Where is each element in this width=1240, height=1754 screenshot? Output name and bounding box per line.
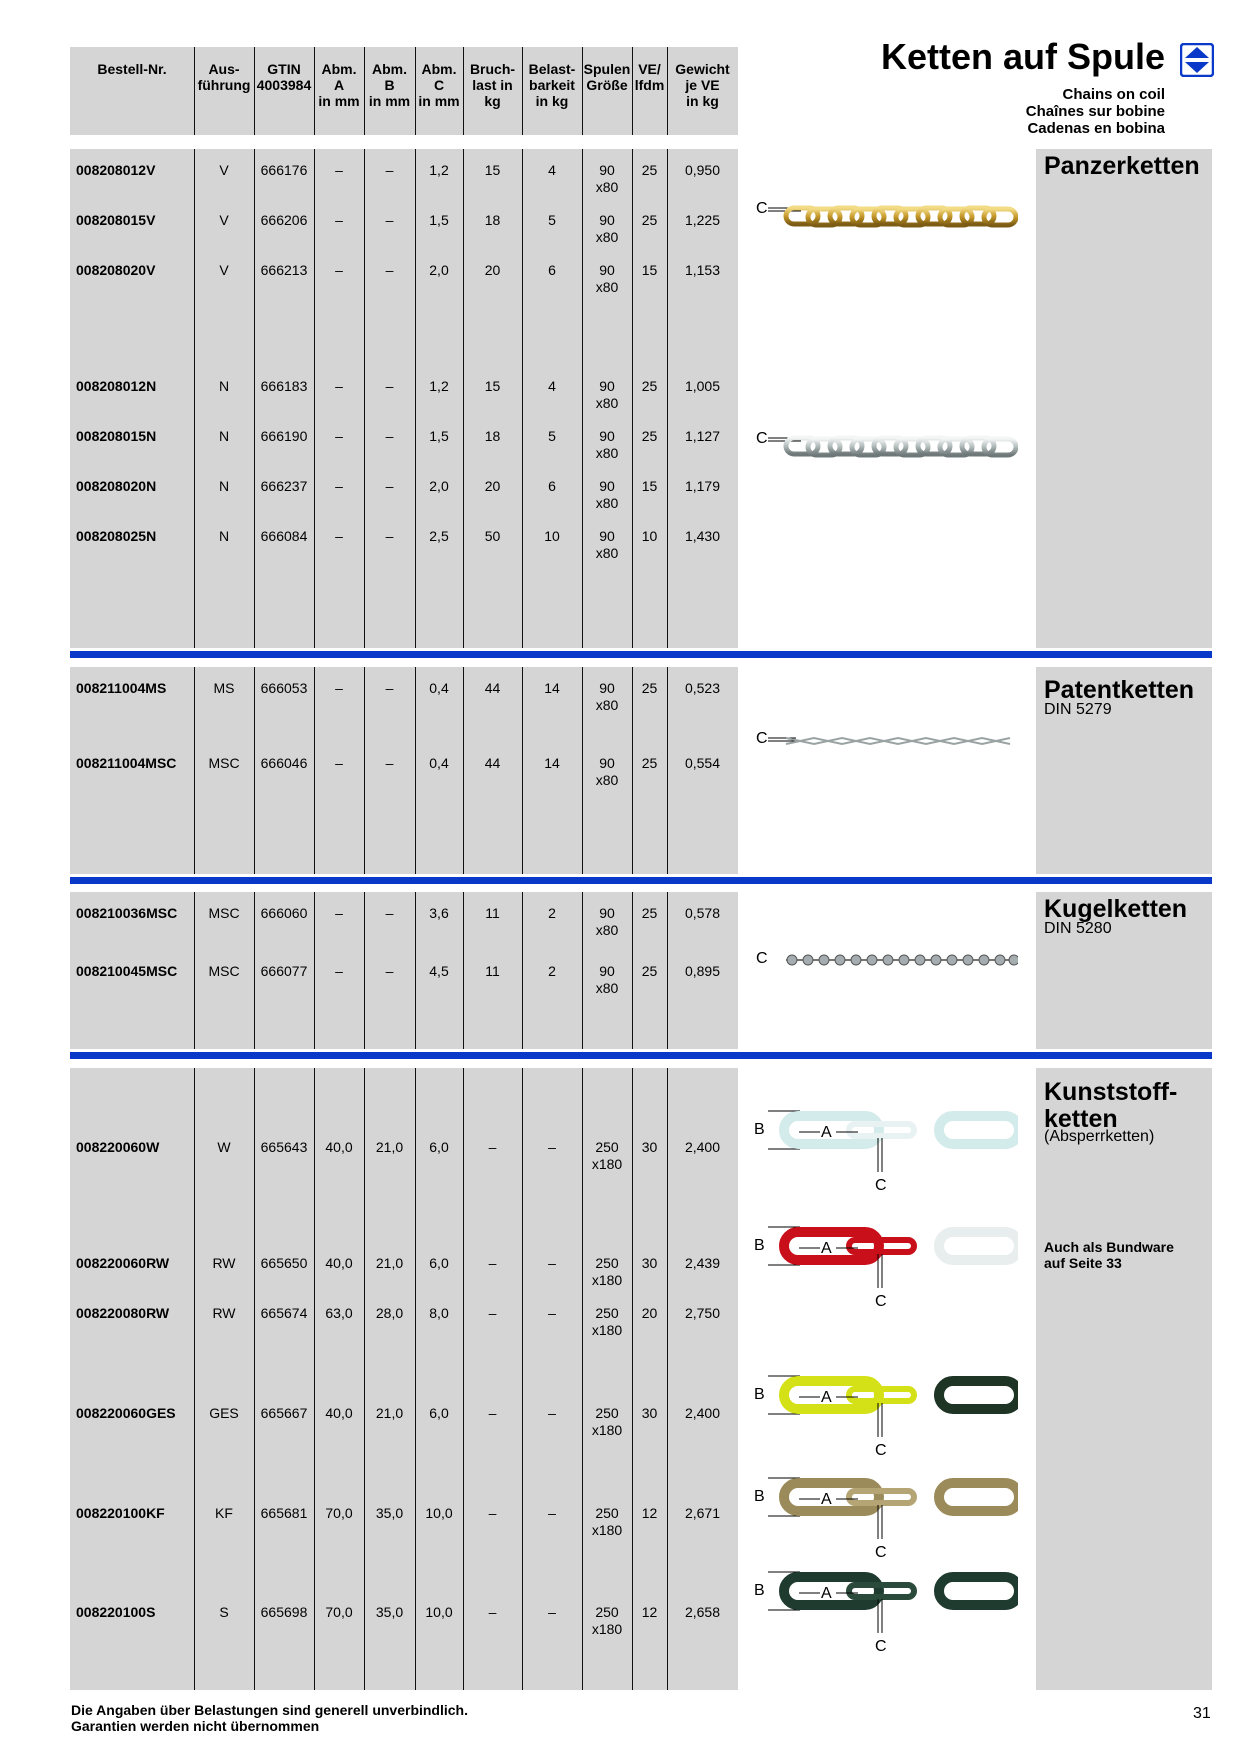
dim-label-a: A	[821, 1389, 832, 1406]
cell-spule: 250 x180	[591, 1139, 623, 1172]
cell-c: 6,0	[429, 1255, 449, 1271]
cell-aus: N	[218, 428, 230, 444]
cell-bruch: 15	[484, 378, 501, 394]
cell-gtin: 666190	[260, 428, 308, 444]
cell-belast: 6	[548, 262, 556, 278]
section-title-kugel: Kugelketten	[1044, 895, 1188, 923]
cell-c: 2,0	[429, 262, 449, 278]
col-header-abm-b: Abm. B in mm	[368, 61, 411, 109]
cell-aus: RW	[212, 1255, 236, 1271]
cell-spule: 250 x180	[591, 1505, 623, 1538]
cell-bruch: –	[488, 1305, 497, 1321]
dim-label-c: C	[875, 1638, 887, 1653]
cell-c: 6,0	[429, 1405, 449, 1421]
cell-belast: 6	[548, 478, 556, 494]
col-header-spulengroesse: Spulen Größe	[583, 61, 631, 93]
column-divider	[314, 1068, 315, 1690]
column-divider	[364, 1068, 365, 1690]
dim-label-b: B	[754, 1582, 765, 1599]
cell-bruch: 44	[484, 680, 501, 696]
column-divider	[415, 47, 416, 135]
cell-aus: KF	[215, 1505, 233, 1521]
column-divider	[194, 47, 195, 135]
cell-bruch: –	[488, 1604, 497, 1620]
cell-belast: –	[548, 1505, 556, 1521]
cell-a: 70,0	[325, 1604, 353, 1620]
cell-c: 8,0	[429, 1305, 449, 1321]
cell-spule: 90 x80	[595, 262, 619, 295]
cell-a: –	[335, 162, 343, 178]
cell-b: –	[385, 680, 394, 696]
cell-bruch: 20	[484, 478, 501, 494]
cell-code: 008220060RW	[76, 1255, 170, 1271]
kunst-side-panel	[1036, 1068, 1212, 1690]
cell-code: 008208012N	[76, 378, 157, 394]
chain-image-ball	[756, 948, 1018, 978]
dim-label-b: B	[754, 1121, 765, 1138]
dim-label-c: C	[875, 1177, 887, 1192]
cell-code: 008208020V	[76, 262, 156, 278]
col-header-abm-c: Abm. C in mm	[418, 61, 460, 109]
cell-bruch: 18	[484, 428, 501, 444]
cell-belast: 2	[548, 963, 556, 979]
cell-a: –	[335, 262, 343, 278]
cell-b: –	[385, 262, 394, 278]
panzer-block	[70, 149, 738, 648]
col-header-belastbarkeit: Belast- barkeit in kg	[528, 61, 576, 109]
kugel-block	[70, 892, 738, 1049]
cell-gew: 0,895	[684, 963, 721, 979]
cell-ve: 25	[641, 378, 658, 394]
cell-bruch: 20	[484, 262, 501, 278]
panzer-side-panel	[1036, 149, 1212, 648]
column-divider	[254, 47, 255, 135]
page-title: Ketten auf Spule	[880, 36, 1165, 77]
section-title-panzer: Panzerketten	[1044, 152, 1200, 180]
column-divider	[194, 1068, 195, 1690]
cell-spule: 90 x80	[595, 428, 619, 461]
cell-aus: W	[217, 1139, 231, 1155]
cell-belast: –	[548, 1305, 556, 1321]
cell-a: 40,0	[325, 1139, 353, 1155]
cell-spule: 250 x180	[591, 1405, 623, 1438]
cell-c: 1,2	[429, 378, 449, 394]
cell-belast: –	[548, 1604, 556, 1620]
col-header-bestellnr: Bestell-Nr.	[97, 61, 167, 77]
cell-aus: GES	[209, 1405, 239, 1421]
cell-bruch: 11	[485, 963, 500, 979]
column-divider	[582, 47, 583, 135]
cell-gew: 1,127	[684, 428, 721, 444]
page-number: 31	[1193, 1705, 1211, 1722]
cell-gtin: 665643	[260, 1139, 308, 1155]
cell-gew: 0,523	[684, 680, 721, 696]
column-divider	[632, 1068, 633, 1690]
cell-c: 1,2	[429, 162, 449, 178]
cell-code: 008208020N	[76, 478, 157, 494]
cell-ve: 25	[641, 428, 658, 444]
cell-a: 40,0	[325, 1255, 353, 1271]
cell-b: 21,0	[375, 1405, 404, 1421]
chain-image-plastic-white	[754, 1108, 1018, 1192]
cell-b: –	[385, 528, 394, 544]
cell-c: 1,5	[429, 212, 449, 228]
cell-belast: 14	[544, 680, 560, 696]
cell-aus: RW	[212, 1305, 236, 1321]
cell-gew: 2,671	[684, 1505, 721, 1521]
chain-image-patent	[756, 728, 1018, 758]
cell-aus: N	[218, 378, 230, 394]
dim-label-b: B	[754, 1237, 765, 1254]
cell-code: 008220060GES	[76, 1405, 176, 1421]
cell-aus: MSC	[208, 755, 240, 771]
cell-bruch: –	[488, 1139, 497, 1155]
cell-gew: 1,430	[684, 528, 721, 544]
cell-spule: 90 x80	[595, 963, 619, 996]
subtitle-es: Cadenas en bobina	[1027, 120, 1165, 137]
cell-code: 008210045MSC	[76, 963, 178, 979]
cell-gtin: 665674	[260, 1305, 308, 1321]
cell-bruch: 15	[484, 162, 501, 178]
cell-ve: 10	[641, 528, 658, 544]
cell-code: 008208015N	[76, 428, 157, 444]
cell-b: –	[385, 428, 394, 444]
cell-gtin: 665667	[260, 1405, 308, 1421]
chain-image-plastic-yellow-black	[754, 1373, 1018, 1457]
cell-gew: 1,179	[684, 478, 721, 494]
col-header-ve: VE/ lfdm	[634, 61, 665, 93]
cell-aus: S	[219, 1604, 229, 1620]
col-header-bruchlast: Bruch- last in kg	[469, 61, 516, 109]
cell-spule: 90 x80	[595, 680, 619, 713]
dim-label-c: C	[875, 1293, 887, 1308]
cell-spule: 90 x80	[595, 212, 619, 245]
column-divider	[667, 47, 668, 135]
kunst-block	[70, 1068, 738, 1690]
cell-spule: 90 x80	[595, 755, 619, 788]
chain-image-silver	[756, 425, 1018, 475]
cell-b: 35,0	[375, 1604, 404, 1620]
cell-gew: 2,658	[684, 1604, 721, 1620]
cell-bruch: 50	[484, 528, 501, 544]
cell-aus: V	[219, 212, 229, 228]
cell-gtin: 665698	[260, 1604, 308, 1620]
cell-c: 0,4	[429, 755, 449, 771]
cell-spule: 90 x80	[595, 905, 619, 938]
section-divider	[70, 1052, 1212, 1059]
cell-aus: MSC	[208, 905, 240, 921]
cell-code: 008208015V	[76, 212, 156, 228]
cell-code: 008211004MSC	[76, 755, 177, 771]
cell-spule: 90 x80	[595, 478, 619, 511]
cell-a: –	[335, 905, 343, 921]
dim-label-c: C	[875, 1544, 887, 1559]
chain-image-plastic-khaki	[754, 1475, 1018, 1559]
cell-c: 2,5	[429, 528, 449, 544]
col-header-ausfuehrung: Aus- führung	[197, 61, 251, 93]
cell-gtin: 666183	[260, 378, 308, 394]
chain-image-plastic-green	[754, 1569, 1018, 1653]
cell-ve: 30	[641, 1255, 658, 1271]
section-title-kunst: Kunststoff- ketten	[1044, 1078, 1178, 1133]
cell-gtin: 666060	[260, 905, 308, 921]
section-divider	[70, 877, 1212, 884]
cell-b: –	[385, 212, 394, 228]
cell-aus: MSC	[208, 963, 240, 979]
cell-gew: 1,225	[684, 212, 721, 228]
cell-bruch: –	[488, 1405, 497, 1421]
cell-gew: 2,750	[684, 1305, 721, 1321]
cell-c: 10,0	[425, 1604, 453, 1620]
cell-c: 1,5	[429, 428, 449, 444]
section-divider	[70, 651, 1212, 658]
dim-label-a: A	[821, 1124, 832, 1141]
cell-a: –	[335, 680, 343, 696]
cell-a: 70,0	[325, 1505, 353, 1521]
cell-belast: 5	[548, 428, 556, 444]
cell-aus: N	[218, 528, 230, 544]
cell-c: 4,5	[429, 963, 449, 979]
cell-ve: 25	[641, 680, 658, 696]
cell-ve: 25	[641, 905, 658, 921]
section-sub-kugel: DIN 5280	[1044, 920, 1112, 937]
cell-a: –	[335, 378, 343, 394]
cell-a: –	[335, 428, 343, 444]
cell-belast: 5	[548, 212, 556, 228]
cell-ve: 25	[641, 212, 658, 228]
cell-c: 6,0	[429, 1139, 449, 1155]
cell-gtin: 666237	[260, 478, 308, 494]
cell-ve: 12	[641, 1604, 658, 1620]
column-divider	[667, 1068, 668, 1690]
cell-ve: 30	[641, 1405, 658, 1421]
dim-label-c: C	[756, 430, 768, 447]
cell-bruch: –	[488, 1505, 497, 1521]
cell-gtin: 666053	[260, 680, 308, 696]
cell-gtin: 666077	[260, 963, 308, 979]
cell-gtin: 666084	[260, 528, 308, 544]
col-header-abm-a: Abm. A in mm	[318, 61, 360, 109]
cell-b: –	[385, 162, 394, 178]
section-title-patent: Patentketten	[1044, 676, 1195, 704]
dim-label-a: A	[821, 1585, 832, 1602]
cell-gtin: 666046	[260, 755, 308, 771]
cell-ve: 15	[641, 478, 658, 494]
cell-ve: 25	[641, 755, 658, 771]
cell-spule: 250 x180	[591, 1305, 623, 1338]
cell-gtin: 666213	[260, 262, 308, 278]
dim-label-c: C	[756, 950, 768, 967]
cell-gtin: 665650	[260, 1255, 308, 1271]
cell-a: 40,0	[325, 1405, 353, 1421]
cell-bruch: –	[488, 1255, 497, 1271]
cell-gew: 2,400	[684, 1139, 721, 1155]
cell-ve: 20	[641, 1305, 658, 1321]
column-divider	[522, 1068, 523, 1690]
cell-b: 28,0	[375, 1305, 404, 1321]
cell-a: –	[335, 963, 343, 979]
cell-code: 008210036MSC	[76, 905, 178, 921]
cell-spule: 90 x80	[595, 378, 619, 411]
dim-label-c: C	[875, 1442, 887, 1457]
cell-aus: V	[219, 162, 229, 178]
section-sub-patent: DIN 5279	[1044, 701, 1112, 718]
cell-a: –	[335, 478, 343, 494]
cell-spule: 90 x80	[595, 528, 619, 561]
cell-ve: 25	[641, 162, 658, 178]
cell-belast: –	[548, 1255, 556, 1271]
cell-belast: 4	[548, 162, 556, 178]
column-divider	[522, 47, 523, 135]
cell-bruch: 11	[485, 905, 500, 921]
cell-gtin: 666176	[260, 162, 308, 178]
footer-disclaimer: Die Angaben über Belastungen sind generell unverbindlich. Garantien werden nicht übernommen	[71, 1702, 468, 1734]
cell-a: 63,0	[325, 1305, 353, 1321]
cell-ve: 30	[641, 1139, 658, 1155]
cell-b: –	[385, 755, 394, 771]
dim-label-b: B	[754, 1488, 765, 1505]
cell-ve: 25	[641, 963, 658, 979]
cell-b: –	[385, 378, 394, 394]
cell-gew: 1,005	[684, 378, 721, 394]
cell-aus: MS	[213, 680, 235, 696]
dim-label-c: C	[756, 730, 768, 747]
table-header	[70, 47, 738, 135]
cell-ve: 12	[641, 1505, 658, 1521]
cell-code: 008220080RW	[76, 1305, 170, 1321]
cell-a: –	[335, 212, 343, 228]
cell-gew: 2,400	[684, 1405, 721, 1421]
cell-code: 008220100S	[76, 1604, 156, 1620]
brand-logo-icon	[1180, 43, 1214, 77]
cell-aus: V	[219, 262, 229, 278]
cell-bruch: 44	[484, 755, 501, 771]
dim-label-a: A	[821, 1240, 832, 1257]
cell-a: –	[335, 755, 343, 771]
cell-b: 35,0	[375, 1505, 404, 1521]
patent-block	[70, 667, 738, 874]
cell-belast: 4	[548, 378, 556, 394]
cell-c: 10,0	[425, 1505, 453, 1521]
cell-code: 008208012V	[76, 162, 156, 178]
cell-gew: 0,950	[684, 162, 721, 178]
cell-b: 21,0	[375, 1255, 404, 1271]
kunst-note: Auch als Bundware auf Seite 33	[1044, 1239, 1174, 1271]
subtitle-en: Chains on coil	[1062, 86, 1165, 103]
cell-spule: 250 x180	[591, 1255, 623, 1288]
dim-label-b: B	[754, 1386, 765, 1403]
cell-a: –	[335, 528, 343, 544]
cell-gtin: 665681	[260, 1505, 308, 1521]
cell-code: 008220060W	[76, 1139, 160, 1155]
cell-belast: –	[548, 1405, 556, 1421]
column-divider	[463, 47, 464, 135]
chain-image-plastic-red-white	[754, 1224, 1018, 1308]
cell-b: –	[385, 905, 394, 921]
cell-b: –	[385, 478, 394, 494]
column-divider	[415, 1068, 416, 1690]
column-divider	[632, 47, 633, 135]
col-header-gewicht: Gewicht je VE in kg	[675, 61, 730, 109]
cell-belast: 14	[544, 755, 560, 771]
column-divider	[463, 1068, 464, 1690]
section-sub-kunst: (Absperrketten)	[1044, 1128, 1155, 1145]
cell-c: 3,6	[429, 905, 449, 921]
cell-aus: N	[218, 478, 230, 494]
chain-image-brass	[756, 195, 1018, 245]
cell-spule: 90 x80	[595, 162, 619, 195]
column-divider	[254, 1068, 255, 1690]
cell-belast: 10	[544, 528, 560, 544]
cell-code: 008220100KF	[76, 1505, 165, 1521]
cell-spule: 250 x180	[591, 1604, 623, 1637]
cell-gew: 0,554	[684, 755, 721, 771]
cell-code: 008208025N	[76, 528, 157, 544]
cell-belast: –	[548, 1139, 556, 1155]
subtitle-fr: Chaînes sur bobine	[1025, 103, 1165, 120]
cell-belast: 2	[548, 905, 556, 921]
cell-gew: 1,153	[684, 262, 721, 278]
dim-label-c: C	[756, 200, 768, 217]
cell-gtin: 666206	[260, 212, 308, 228]
cell-b: –	[385, 963, 394, 979]
cell-ve: 15	[641, 262, 658, 278]
dim-label-a: A	[821, 1491, 832, 1508]
cell-gew: 0,578	[684, 905, 721, 921]
column-divider	[314, 47, 315, 135]
cell-gew: 2,439	[684, 1255, 721, 1271]
cell-b: 21,0	[375, 1139, 404, 1155]
cell-c: 0,4	[429, 680, 449, 696]
column-divider	[364, 47, 365, 135]
col-header-gtin: GTIN 4003984	[256, 61, 312, 93]
cell-code: 008211004MS	[76, 680, 167, 696]
cell-c: 2,0	[429, 478, 449, 494]
cell-bruch: 18	[484, 212, 501, 228]
